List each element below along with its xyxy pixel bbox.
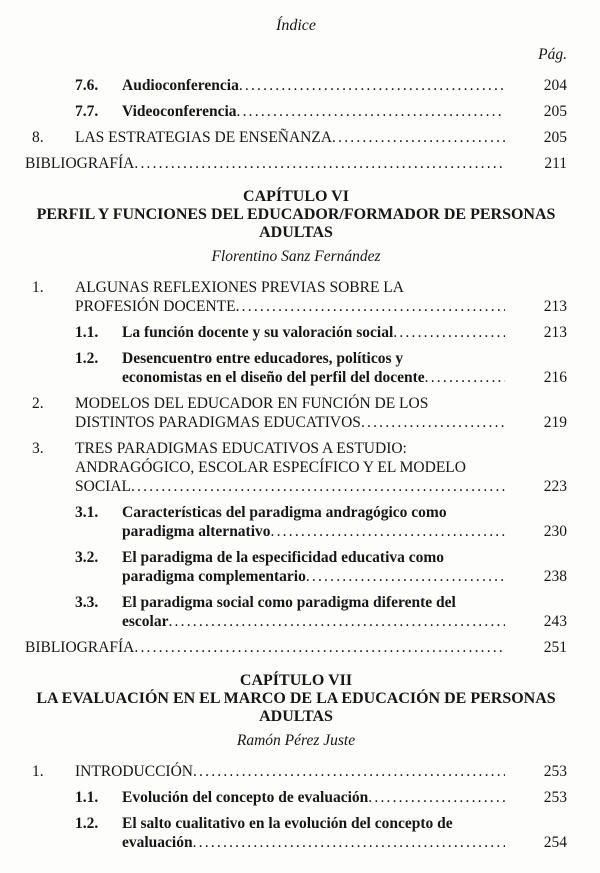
entry-title-line: MODELOS DEL EDUCADOR EN FUNCIÓN DE LOS	[75, 395, 429, 412]
dot-leader	[425, 368, 505, 387]
entry-body	[75, 762, 567, 781]
entry-body	[122, 349, 567, 387]
entry-title-line: El paradigma social como paradigma diferente del	[122, 594, 456, 611]
entry-number: 1.	[32, 279, 44, 296]
entry-title-line: BIBLIOGRAFÍA	[25, 155, 135, 172]
entry-title-line: LAS ESTRATEGIAS DE ENSEÑANZA	[75, 129, 333, 146]
entry-body	[122, 788, 567, 807]
chapter-title: LA EVALUACIÓN EN EL MARCO DE LA EDUCACIÓN DE PERSONAS ADULTAS	[36, 690, 556, 725]
entry-body	[122, 76, 567, 95]
entry-page-number: 205	[543, 129, 567, 146]
dot-leader	[131, 477, 505, 496]
entry-number: 1.	[32, 763, 44, 780]
dot-leader	[306, 567, 505, 586]
toc-entry	[25, 548, 567, 586]
dot-leader	[236, 297, 505, 316]
entry-body	[122, 814, 567, 852]
toc-entry	[25, 593, 567, 631]
chapter-title: PERFIL Y FUNCIONES DEL EDUCADOR/FORMADOR DE PERSONAS ADULTAS	[36, 206, 556, 241]
entry-page-number: 211	[544, 155, 567, 172]
entry-last-line	[122, 102, 567, 121]
entry-page-number: 238	[543, 568, 567, 585]
dot-leader	[134, 154, 505, 173]
toc-entry	[25, 788, 567, 807]
entry-title-line: paradigma alternativo	[122, 523, 271, 540]
toc-entry	[25, 154, 567, 173]
entry-body	[75, 128, 567, 147]
entry-title-line: escolar	[122, 613, 169, 630]
entry-number: 3.	[32, 440, 44, 457]
entry-title-line: ANDRAGÓGICO, ESCOLAR ESPECÍFICO Y EL MODELO	[75, 459, 466, 476]
entry-title-line: SOCIAL	[75, 478, 131, 495]
entry-page-number: 223	[543, 478, 567, 495]
toc-entry	[25, 638, 567, 657]
entry-page-number: 251	[543, 639, 567, 656]
entry-body	[25, 154, 567, 173]
entry-body	[122, 102, 567, 121]
entry-title-line: TRES PARADIGMAS EDUCATIVOS A ESTUDIO:	[75, 440, 407, 457]
entry-title-line: El paradigma de la especificidad educativa como	[122, 549, 445, 566]
chapter-heading	[25, 672, 567, 751]
entry-last-line	[122, 788, 567, 807]
entry-title-line: ALGUNAS REFLEXIONES PREVIAS SOBRE LA	[75, 279, 404, 296]
entry-last-line	[25, 154, 567, 173]
entry-page-number: 253	[543, 789, 567, 806]
entry-title-line: El salto cualitativo en la evolución del concepto de	[122, 815, 453, 832]
entry-page-number: 213	[543, 298, 567, 315]
entry-body	[25, 638, 567, 657]
toc-entry	[25, 349, 567, 387]
chapter-author: Florentino Sanz Fernández	[211, 248, 381, 265]
entry-last-line	[25, 638, 567, 657]
chapter-heading	[25, 188, 567, 267]
entry-page-number: 205	[543, 103, 567, 120]
dot-leader	[332, 128, 505, 147]
entry-number: 7.6.	[75, 77, 99, 94]
entry-number: 1.1.	[75, 324, 99, 341]
entry-number: 1.2.	[75, 815, 99, 832]
dot-leader	[168, 612, 505, 631]
entry-body	[75, 439, 567, 496]
toc-entry	[25, 323, 567, 342]
entry-last-line	[75, 128, 567, 147]
toc-entry	[25, 278, 567, 316]
entry-number: 3.2.	[75, 549, 99, 566]
entry-title-line: PROFESIÓN DOCENTE	[75, 298, 236, 315]
entry-page-number: 213	[543, 324, 567, 341]
entry-title-line: INTRODUCCIÓN	[75, 763, 193, 780]
entry-number: 3.1.	[75, 504, 99, 521]
entry-last-line	[122, 522, 567, 541]
entry-body	[122, 503, 567, 541]
entry-title-line: paradigma complementario	[122, 568, 306, 585]
dot-leader	[361, 413, 505, 432]
toc-entry	[25, 102, 567, 121]
entry-body	[122, 548, 567, 586]
entry-page-number: 230	[543, 523, 567, 540]
dot-leader	[368, 788, 505, 807]
dot-leader	[271, 522, 505, 541]
dot-leader	[193, 833, 505, 852]
toc-entry	[25, 762, 567, 781]
entry-page-number: 219	[543, 414, 567, 431]
entry-page-number: 253	[543, 763, 567, 780]
toc-entry	[25, 76, 567, 95]
dot-leader	[239, 76, 505, 95]
entry-last-line	[122, 368, 567, 387]
entry-last-line	[75, 762, 567, 781]
entry-last-line	[122, 76, 567, 95]
entry-page-number: 216	[543, 369, 567, 386]
toc-entry	[25, 439, 567, 496]
entry-last-line	[75, 413, 567, 432]
entry-last-line	[122, 567, 567, 586]
dot-leader	[393, 323, 505, 342]
entry-body	[75, 394, 567, 432]
index-title: Índice	[276, 17, 316, 34]
dot-leader	[193, 762, 505, 781]
entry-title-line: Características del paradigma andragógico como	[122, 504, 447, 521]
dot-leader	[134, 638, 505, 657]
entry-title-line: Evolución del concepto de evaluación	[122, 789, 369, 806]
toc-entry	[25, 394, 567, 432]
entry-last-line	[122, 833, 567, 852]
dot-leader	[237, 102, 505, 121]
entry-title-line: DISTINTOS PARADIGMAS EDUCATIVOS	[75, 414, 361, 431]
entry-title-line: La función docente y su valoración social	[122, 324, 394, 341]
toc-entry	[25, 503, 567, 541]
entry-number: 1.2.	[75, 350, 99, 367]
entry-title-line: Videoconferencia	[122, 103, 237, 120]
entry-page-number: 204	[543, 77, 567, 94]
entry-page-number: 254	[543, 834, 567, 851]
entry-body	[122, 593, 567, 631]
entry-number: 2.	[32, 395, 44, 412]
entry-page-number: 243	[543, 613, 567, 630]
entry-title-line: evaluación	[122, 834, 193, 851]
chapter-label: CAPÍTULO VI	[243, 188, 349, 205]
entry-title-line: economistas en el diseño del perfil del docente	[122, 369, 425, 386]
entry-title-line: Desencuentro entre educadores, políticos y	[122, 350, 404, 367]
entry-number: 1.1.	[75, 789, 99, 806]
entry-last-line	[122, 323, 567, 342]
chapter-author: Ramón Pérez Juste	[236, 732, 356, 749]
entry-last-line	[75, 297, 567, 316]
entry-number: 7.7.	[75, 103, 99, 120]
toc-list	[25, 76, 567, 852]
entry-body	[75, 278, 567, 316]
entry-title-line: BIBLIOGRAFÍA	[25, 639, 135, 656]
entry-number: 8.	[32, 129, 44, 146]
chapter-label: CAPÍTULO VII	[239, 672, 353, 689]
entry-title-line: Audioconferencia	[122, 77, 239, 94]
page-column-label: Pág.	[538, 46, 567, 63]
toc-entry	[25, 128, 567, 147]
entry-last-line	[122, 612, 567, 631]
entry-last-line	[75, 477, 567, 496]
toc-entry	[25, 814, 567, 852]
entry-body	[122, 323, 567, 342]
entry-number: 3.3.	[75, 594, 99, 611]
